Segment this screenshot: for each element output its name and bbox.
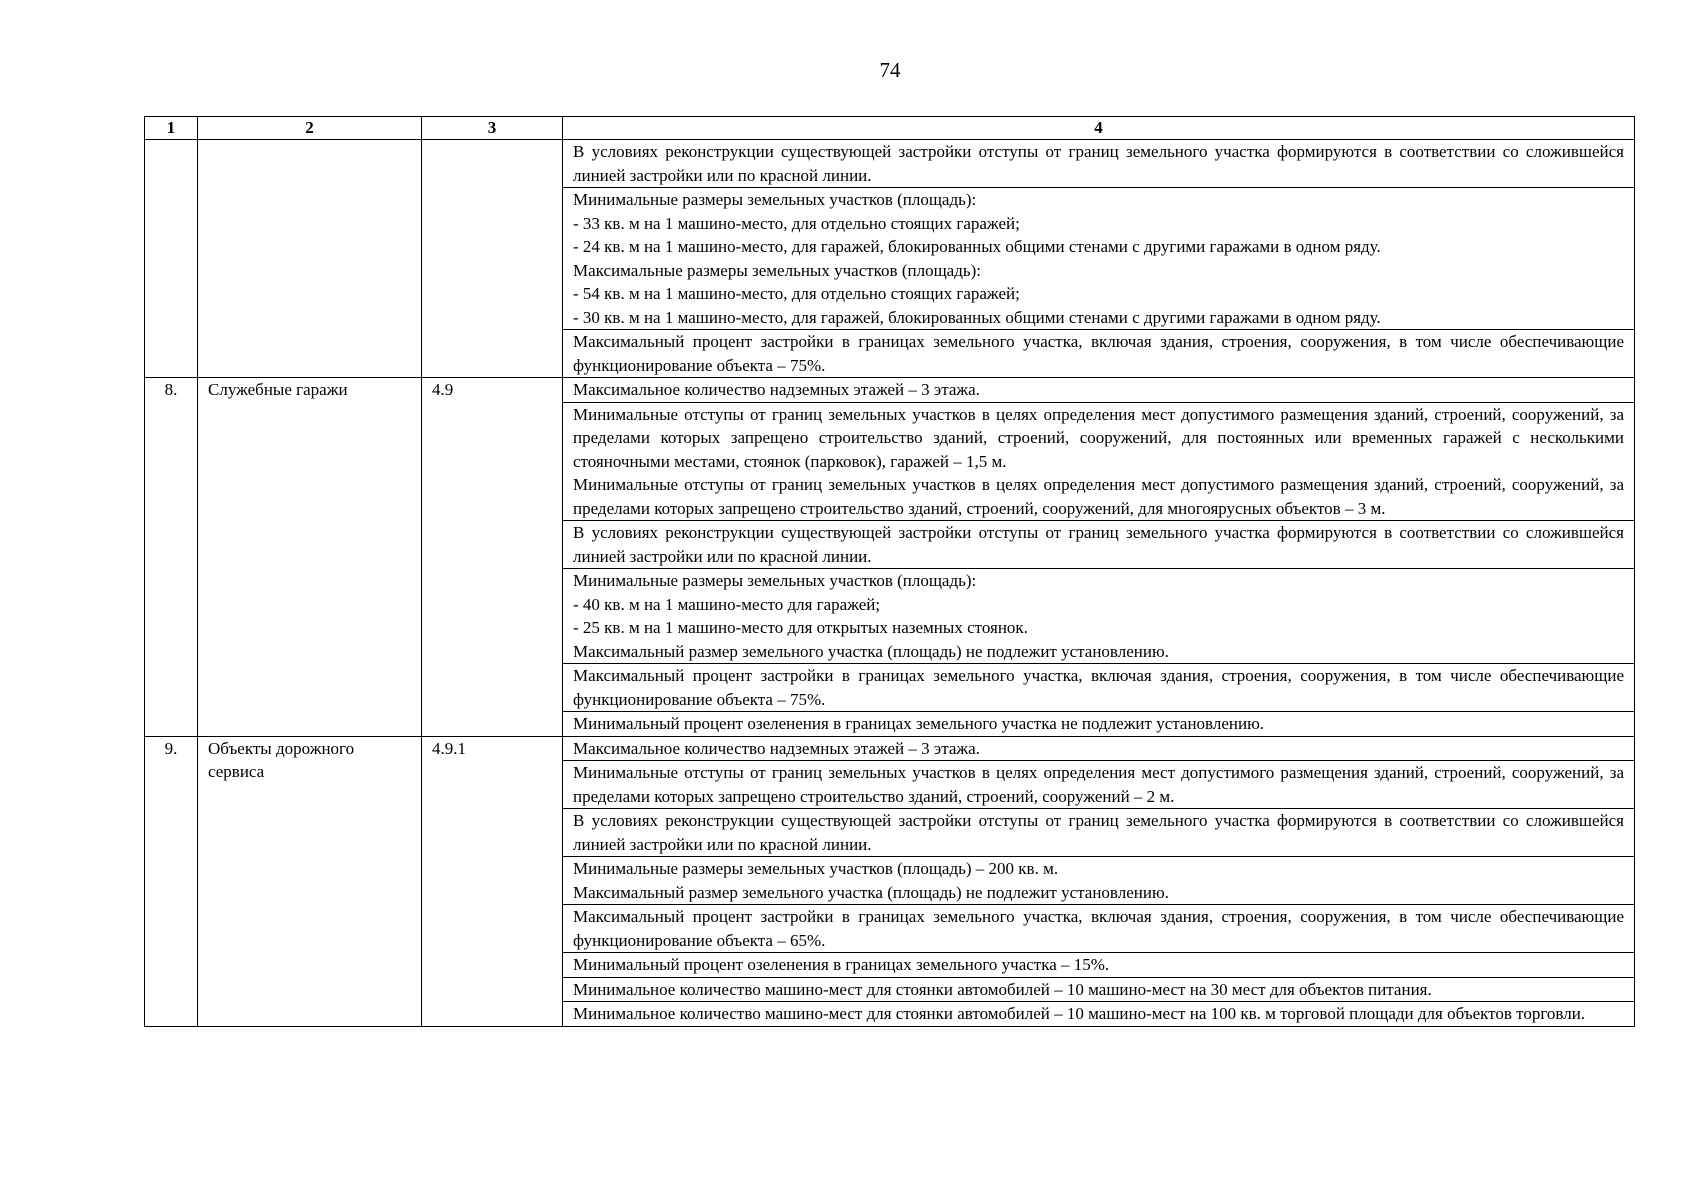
table-header xyxy=(145,117,1635,140)
header-col-2: 2 xyxy=(198,117,422,140)
regulation-text: Минимальное количество машино-мест для стоянки автомобилей – 10 машино-мест на 30 мест для объектов питания. xyxy=(573,979,1432,999)
regulation-cell xyxy=(563,378,1635,403)
regulation-cell xyxy=(563,569,1635,664)
regulation-cell xyxy=(563,953,1635,978)
regulations-table xyxy=(144,116,1635,1027)
use-type-code xyxy=(422,140,563,378)
regulation-cell xyxy=(563,977,1635,1002)
use-type-code: 4.9 xyxy=(422,378,563,737)
regulation-text: - 24 кв. м на 1 машино-место, для гаражей, блокированных общими стенами с другими гаражами в одном ряду. xyxy=(573,237,1381,256)
regulation-text: Минимальные размеры земельных участков (площадь) – 200 кв. м. xyxy=(573,859,1059,878)
regulation-text: В условиях реконструкции существующей застройки отступы от границ земельного участка формируются в соответствии со сложившейся линией застройки или по красной линии. xyxy=(573,523,1624,566)
regulation-cell xyxy=(563,712,1635,737)
use-type-name: Объекты дорожного сервиса xyxy=(198,736,422,1026)
regulation-text: Максимальное количество надземных этажей – 3 этажа. xyxy=(573,380,980,399)
regulation-text: Максимальные размеры земельных участков (площадь): xyxy=(573,260,981,280)
regulation-cell xyxy=(563,521,1635,569)
regulation-cell xyxy=(563,905,1635,953)
regulation-cell xyxy=(563,664,1635,712)
table-body xyxy=(145,140,1635,1027)
header-col-3: 3 xyxy=(422,117,563,140)
regulation-text: В условиях реконструкции существующей застройки отступы от границ земельного участка формируются в соответствии со сложившейся линией застройки или по красной линии. xyxy=(573,142,1624,185)
regulation-cell xyxy=(563,857,1635,905)
regulation-cell xyxy=(563,402,1635,521)
regulation-text: Минимальный процент озеленения в границах земельного участка не подлежит установлению. xyxy=(573,714,1265,733)
regulation-text: Минимальные размеры земельных участков (площадь): xyxy=(573,190,977,209)
header-col-1: 1 xyxy=(145,117,198,140)
row-number: 8. xyxy=(145,378,198,737)
header-row xyxy=(145,117,1635,140)
regulation-text: Минимальное количество машино-мест для стоянки автомобилей – 10 машино-мест на 100 кв. м торговой площади для объектов торговли. xyxy=(573,1004,1586,1023)
header-col-4: 4 xyxy=(563,117,1635,140)
use-type-name: Служебные гаражи xyxy=(198,378,422,737)
regulation-text: - 30 кв. м на 1 машино-место, для гаражей, блокированных общими стенами с другими гаражами в одном ряду. xyxy=(573,307,1381,327)
regulation-text: Максимальный процент застройки в границах земельного участка, включая здания, строения, сооружения, в том числе обеспечивающие функционирование объекта – 65%. xyxy=(573,907,1624,950)
regulation-cell xyxy=(563,809,1635,857)
regulation-text: - 40 кв. м на 1 машино-место для гаражей; xyxy=(573,594,881,614)
page-number: 74 xyxy=(879,58,901,82)
regulation-text: Максимальный размер земельного участка (площадь) не подлежит установлению. xyxy=(573,882,1169,902)
regulation-text: Максимальный размер земельного участка (площадь) не подлежит установлению. xyxy=(573,641,1169,661)
regulation-text: Минимальный процент озеленения в границах земельного участка – 15%. xyxy=(573,955,1110,974)
row-number xyxy=(145,140,198,378)
regulation-text: Максимальный процент застройки в границах земельного участка, включая здания, строения, сооружения, в том числе обеспечивающие функционирование объекта – 75%. xyxy=(573,332,1624,375)
use-type-code: 4.9.1 xyxy=(422,736,563,1026)
regulation-text: Максимальное количество надземных этажей – 3 этажа. xyxy=(573,738,980,758)
regulation-cell xyxy=(563,140,1635,188)
regulation-text: Минимальные размеры земельных участков (площадь): xyxy=(573,571,977,590)
row-number: 9. xyxy=(145,736,198,1026)
regulation-cell xyxy=(563,761,1635,809)
use-type-name xyxy=(198,140,422,378)
regulation-cell xyxy=(563,188,1635,330)
regulation-text: - 33 кв. м на 1 машино-место, для отдельно стоящих гаражей; xyxy=(573,213,1020,233)
regulation-text: - 54 кв. м на 1 машино-место, для отдельно стоящих гаражей; xyxy=(573,284,1020,303)
regulation-text: В условиях реконструкции существующей застройки отступы от границ земельного участка формируются в соответствии со сложившейся линией застройки или по красной линии. xyxy=(573,811,1624,854)
regulation-text: Минимальные отступы от границ земельных участков в целях определения мест допустимого размещения зданий, строений, сооружений, за пределами которых запрещено строительство зданий, строений, сооружений, для многоярусных объектов – 3 м. xyxy=(573,475,1624,518)
regulation-cell xyxy=(563,736,1635,761)
table-row xyxy=(145,140,1635,188)
regulation-text: - 25 кв. м на 1 машино-место для открытых наземных стоянок. xyxy=(573,618,1028,637)
regulation-cell xyxy=(563,330,1635,378)
regulation-text: Максимальный процент застройки в границах земельного участка, включая здания, строения, сооружения, в том числе обеспечивающие функционирование объекта – 75%. xyxy=(573,666,1624,709)
regulation-cell xyxy=(563,1002,1635,1027)
regulation-text: Минимальные отступы от границ земельных участков в целях определения мест допустимого размещения зданий, строений, сооружений, за пределами которых запрещено строительство зданий, строений, сооружений – 2 м. xyxy=(573,763,1624,806)
table-row xyxy=(145,736,1635,761)
table-row xyxy=(145,378,1635,403)
regulation-text: Минимальные отступы от границ земельных участков в целях определения мест допустимого размещения зданий, строений, сооружений, за пределами которых запрещено строительство зданий, строений, сооружений, для постоянных или временных гаражей с несколькими стояночными местами, стоянок (парковок), гаражей – 1,5 м. xyxy=(573,404,1624,471)
